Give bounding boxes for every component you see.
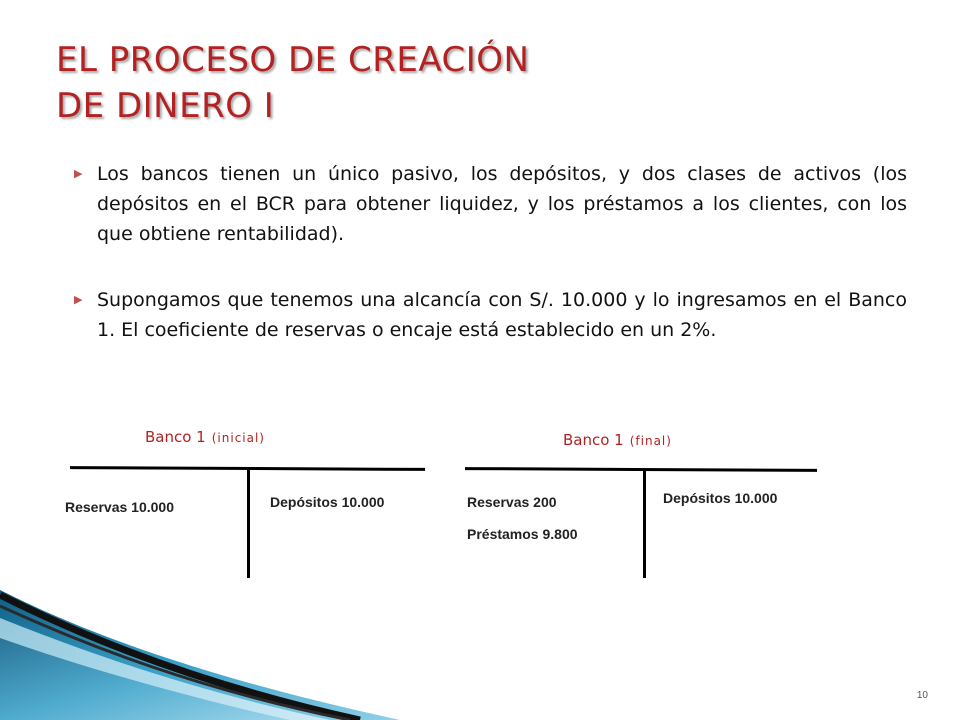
t-account-subtitle: (final) [629, 434, 672, 448]
t-account-horizontal-line [465, 467, 817, 472]
t-account-credit-entry: Depósitos 10.000 [270, 494, 385, 510]
page-number: 10 [916, 690, 928, 701]
t-account-credit-entry: Depósitos 10.000 [663, 490, 778, 506]
t-account-title [145, 428, 265, 446]
t-account-debit-entry: Reservas 200 [467, 494, 557, 510]
triangle-right-icon: ▶ [74, 167, 83, 180]
slide-title-line-2: DE DINERO I [56, 86, 275, 126]
t-account-name: Banco 1 [563, 431, 624, 449]
t-account-debit-entry: Reservas 10.000 [65, 499, 174, 515]
decorative-corner-swoosh [0, 590, 400, 720]
t-account-debit-entry: Préstamos 9.800 [467, 526, 578, 542]
bullet-text: Los bancos tienen un único pasivo, los depósitos, y dos clases de activos (los depósitos en el BCR para obtener liquidez, y los préstamos a los clientes, con los que obtiene rentabilidad). [97, 163, 907, 245]
bullet-item [74, 285, 907, 345]
t-account-vertical-line [247, 470, 250, 578]
t-account-title [563, 431, 672, 449]
t-account-vertical-line [643, 471, 646, 578]
bullet-text: Supongamos que tenemos una alcancía con S/. 10.000 y lo ingresamos en el Banco 1. El coeficiente de reservas o encaje está establecido en un 2%. [97, 289, 907, 341]
triangle-right-icon: ▶ [74, 293, 83, 306]
t-account-subtitle: (inicial) [211, 431, 265, 445]
bullet-item [74, 159, 907, 249]
t-account-name: Banco 1 [145, 428, 206, 446]
slide-title-line-1: EL PROCESO DE CREACIÓN [56, 40, 530, 80]
